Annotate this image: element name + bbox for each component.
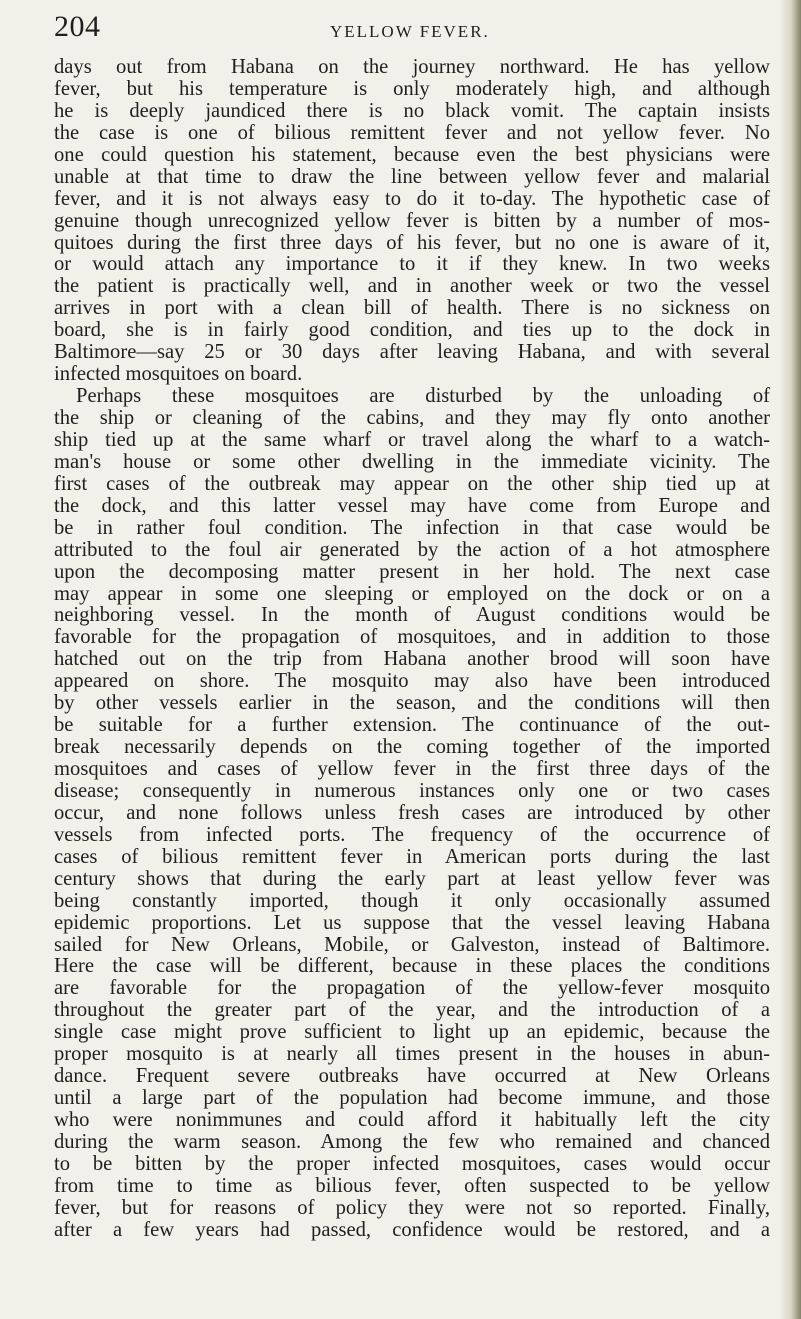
text-line: hatched out on the trip from Habana another brood will soon have — [54, 648, 770, 671]
text-line: fever, but his temperature is only moderately high, and although — [54, 77, 770, 100]
text-line: neighboring vessel. In the month of August conditions would be — [54, 604, 770, 627]
text-line: Perhaps these mosquitoes are disturbed by the unloading of — [76, 385, 770, 408]
text-line: board, she is in fairly good condition, and ties up to the dock in — [54, 319, 770, 342]
text-line: epidemic proportions. Let us suppose that the vessel leaving Habana — [54, 911, 770, 934]
text-line: being constantly imported, though it only occasionally assumed — [54, 889, 770, 912]
text-line: are favorable for the propagation of the yellow-fever mosquito — [54, 977, 770, 1000]
text-line: unable at that time to draw the line between yellow fever and malarial — [54, 165, 770, 188]
text-line: appeared on shore. The mosquito may also have been introduced — [54, 670, 770, 693]
text-line: the patient is practically well, and in another week or two the vessel — [54, 275, 770, 298]
text-line: until a large part of the population had become immune, and those — [54, 1087, 770, 1110]
text-line: the ship or cleaning of the cabins, and they may fly onto another — [54, 407, 770, 429]
text-line: quitoes during the first three days of his fever, but no one is aware of it, — [54, 231, 770, 254]
text-line: throughout the greater part of the year, and the introduction of a — [54, 999, 770, 1022]
running-head: YELLOW FEVER. — [330, 22, 490, 41]
text-line: fever, but for reasons of policy they were not so reported. Finally, — [54, 1196, 770, 1219]
text-line: infected mosquitoes on board. — [54, 363, 303, 386]
paragraph — [54, 57, 770, 386]
text-line: to be bitten by the proper infected mosquitoes, cases would occur — [54, 1152, 770, 1175]
text-line: vessels from infected ports. The frequency of the occurrence of — [54, 823, 770, 846]
text-line: the case is one of bilious remittent fever and not yellow fever. No — [54, 121, 770, 144]
text-line: attributed to the foul air generated by the action of a hot atmosphere — [54, 538, 770, 561]
text-line: one could question his statement, because even the best physicians were — [54, 143, 770, 166]
text-line: days out from Habana on the journey northward. He has yellow — [54, 56, 770, 78]
text-line: by other vessels earlier in the season, and the conditions will then — [54, 692, 770, 715]
text-line: mosquitoes and cases of yellow fever in the first three days of the — [54, 758, 770, 780]
text-line: century shows that during the early part at least yellow fever was — [54, 867, 770, 890]
page-header — [0, 0, 801, 50]
text-line: ship tied up at the same wharf or travel along the wharf to a watch- — [54, 428, 770, 451]
text-line: be suitable for a further extension. The continuance of the out- — [54, 714, 770, 737]
text-line: the dock, and this latter vessel may have come from Europe and — [54, 494, 770, 517]
text-line: favorable for the propagation of mosquitoes, and in addition to those — [54, 626, 770, 649]
text-line: proper mosquito is at nearly all times present in the houses in abun- — [54, 1043, 770, 1066]
paragraph — [54, 386, 770, 1242]
text-line: first cases of the outbreak may appear on the other ship tied up at — [54, 472, 770, 495]
text-line: cases of bilious remittent fever in American ports during the last — [54, 845, 770, 868]
text-line: genuine though unrecognized yellow fever is bitten by a number of mos- — [54, 209, 770, 232]
text-line: single case might prove sufficient to light up an epidemic, because the — [54, 1021, 770, 1044]
text-line: or would attach any importance to it if they knew. In two weeks — [54, 253, 770, 276]
text-line: during the warm season. Among the few who remained and chanced — [54, 1130, 770, 1153]
body-text — [54, 57, 770, 1242]
text-line: break necessarily depends on the coming together of the imported — [54, 736, 770, 759]
text-line: from time to time as bilious fever, often suspected to be yellow — [54, 1174, 770, 1197]
text-line: disease; consequently in numerous instances only one or two cases — [54, 779, 770, 802]
text-line: man's house or some other dwelling in the immediate vicinity. The — [54, 450, 770, 473]
text-line: Here the case will be different, because in these places the conditions — [54, 955, 770, 978]
text-line: after a few years had passed, confidence would be restored, and a — [54, 1218, 770, 1241]
text-line: upon the decomposing matter present in her hold. The next case — [54, 560, 770, 583]
text-line: be in rather foul condition. The infection in that case would be — [54, 516, 770, 539]
page-edge-shadow — [779, 0, 801, 1319]
text-line: may appear in some one sleeping or employed on the dock or on a — [54, 582, 770, 605]
text-line: he is deeply jaundiced there is no black vomit. The captain insists — [54, 99, 770, 122]
text-line: who were nonimmunes and could afford it habitually left the city — [54, 1109, 770, 1131]
text-line: dance. Frequent severe outbreaks have occurred at New Orleans — [54, 1065, 770, 1088]
text-line: sailed for New Orleans, Mobile, or Galveston, instead of Baltimore. — [54, 933, 770, 956]
text-line: fever, and it is not always easy to do it to-day. The hypothetic case of — [54, 187, 770, 210]
text-line: occur, and none follows unless fresh cases are introduced by other — [54, 801, 770, 824]
text-line: arrives in port with a clean bill of health. There is no sickness on — [54, 297, 770, 320]
page-number: 204 — [54, 10, 101, 43]
text-line: Baltimore—say 25 or 30 days after leaving Habana, and with several — [54, 341, 770, 364]
